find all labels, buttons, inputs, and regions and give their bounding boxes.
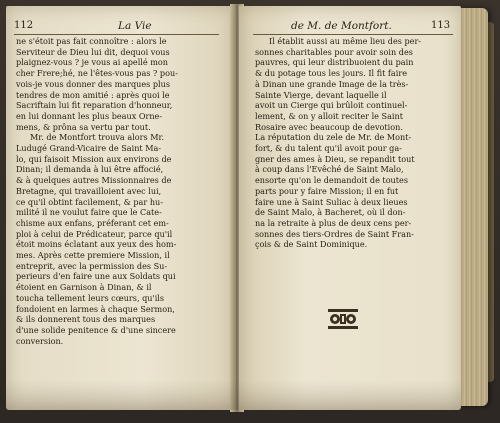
text-line: étoient en Garnison à Dinan, & il [16,282,152,293]
text-line: ploi à celui de Prédicateur, parce qu'il [16,228,173,239]
right-header-rule [253,34,453,35]
text-line: vois-je vous donner des marques plus [16,78,171,89]
text-line: toucha tellement leurs cœurs, qu'ils [16,292,165,303]
text-line: & du potage tous les jours. Il fit faire [255,68,408,79]
text-line: gner des ames à Dieu, se repandit tout [255,153,415,164]
text-line: & ils donnerent tous des marques [16,314,156,325]
text-line: Mr. de Montfort trouva alors Mr. [30,132,165,143]
text-line: faire une à Saint Suliac à deux lieues [255,196,408,207]
left-page [6,6,235,410]
text-line: lement, & on y alloit reciter le Saint [255,110,403,121]
text-line: na la retraite à plus de deux cens per- [255,217,412,228]
fleuron-ornament-icon [326,306,360,332]
text-line: mes. Après cette premiere Mission, il [16,250,170,261]
text-line: Sacriftain lui fit reparation d'honneur, [16,100,173,111]
text-line: Sainte Vierge, devant laquelle il [255,89,387,100]
text-line: sonnes charitables pour avoir soin des [255,46,413,57]
left-page-text [16,36,219,346]
text-line: fondoient en larmes à chaque Sermon, [16,303,175,314]
left-running-head: La Vie [118,20,152,32]
text-line: ne s'étoit pas fait connoître : alors le [16,36,167,46]
page-edges [458,8,488,406]
text-line: La réputation du zele de Mr. de Mont- [255,132,412,143]
text-line: sonnes des tiers-Ordres de Saint Fran- [255,228,414,239]
text-line: Dinan; il demanda à lui être affocié, [16,164,164,175]
text-line: pauvres, qui leur distribuoient du pain [255,57,414,68]
text-line: ce qu'il obtint facilement, & par hu- [16,196,163,207]
text-line: à coup dans l'Evêché de Saint Malo, [255,164,404,175]
text-line: entreprit, avec la permission des Su- [16,260,168,271]
text-line: Ludugé Grand-Vicaire de Saint Ma- [16,143,162,154]
text-line: çois & de Saint Dominique. [255,239,368,250]
text-line: de Saint Malo, à Bacheret, où il don- [255,207,406,218]
text-line: Serviteur de Dieu lui dit, dequoi vous [16,46,170,57]
text-line: d'une solide penitence & d'une sincere [16,324,176,335]
text-line: étoit moins éclatant aux yeux des hom- [16,239,177,250]
text-line: conversion. [16,335,64,346]
text-line: Rosaire avec beaucoup de devotion. [255,121,403,132]
right-page-number: 113 [431,20,451,31]
text-line: perieurs d'en faire une aux Soldats qui [16,271,176,282]
text-line: milité il ne voulut faire que le Cate- [16,207,162,218]
text-line: ensorte qu'on le demandoit de toutes [255,175,408,186]
text-line: Il établit aussi au même lieu des per- [269,36,422,46]
text-line: parts pour y faire Mission; il en fut [255,185,399,196]
right-running-head: de M. de Montfort. [291,20,392,32]
left-header-rule [14,34,219,35]
text-line: plaignez-vous ? je vous ai apellé mon [16,57,169,68]
right-page [239,6,461,410]
text-line: chisme aux enfans, préferant cet em- [16,217,169,228]
text-line: mens, & prôna sa vertu par tout. [16,121,151,132]
text-line: Bretagne, qui travailloient avec lui, [16,185,162,196]
text-line: avoit un Cierge qui brûloit continuel- [255,100,408,111]
right-page-text [255,36,453,250]
text-line: en lui donnant les plus beaux Orne- [16,110,163,121]
text-line: fort, & du talent qu'il avoit pour ga- [255,143,402,154]
text-line: & à quelques autres Missionnaires de [16,175,172,186]
left-page-number: 112 [14,20,34,31]
text-line: cher Frere;hé, ne l'êtes-vous pas ? pou- [16,68,178,79]
text-line: tendres de mon amitié : après quoi le [16,89,170,100]
text-line: lo, qui faisoit Mission aux environs de [16,153,172,164]
text-line: à Dinan une grande Image de la très- [255,78,409,89]
